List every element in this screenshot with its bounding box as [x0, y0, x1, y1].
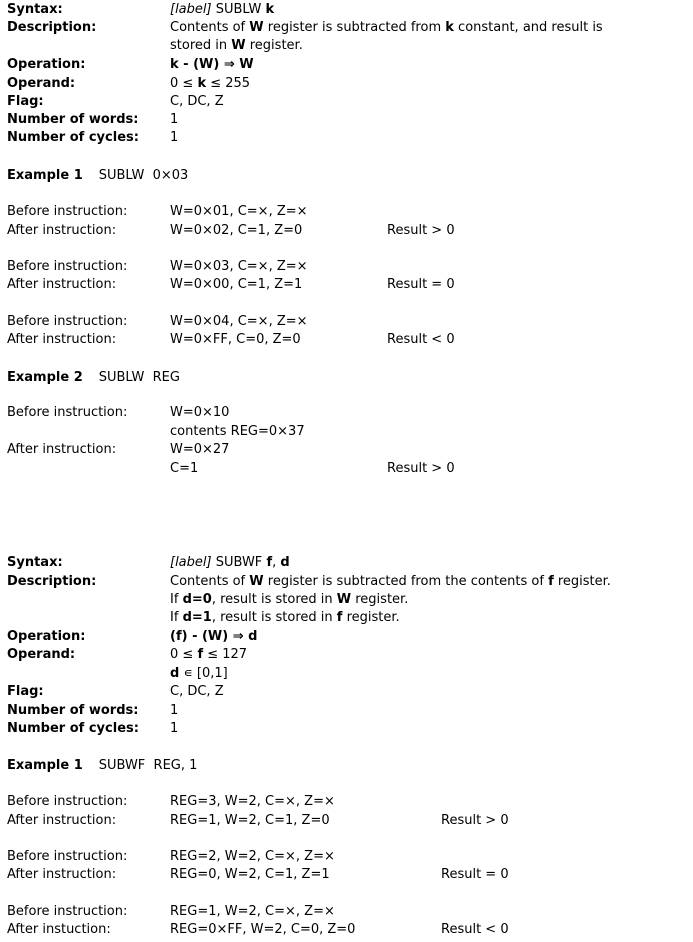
cycles-value: 1	[170, 721, 179, 736]
example-instruction: SUBWF REG, 1	[98, 758, 198, 773]
example-label: Example 1	[7, 758, 83, 773]
description-text	[170, 19, 603, 37]
before-label: Before instruction:	[7, 849, 128, 864]
flag-label: Flag:	[7, 94, 44, 109]
desc-part: If	[170, 592, 179, 607]
after-value: C=1	[170, 461, 199, 476]
operand-part: 0 ≤	[170, 647, 194, 662]
syntax-value: [label] SUBWF f, d	[170, 555, 290, 570]
operand-bold: k	[197, 76, 207, 91]
words-label: Number of words:	[7, 112, 139, 127]
cycles-value: 1	[170, 130, 179, 145]
after-label: After instruction:	[7, 813, 117, 828]
desc-part: If	[170, 610, 179, 625]
operation-label: Operation:	[7, 57, 86, 72]
desc-part: Contents of	[170, 574, 246, 589]
before-value: REG=1, W=2, C=×, Z=×	[170, 904, 335, 919]
after-value: REG=0, W=2, C=1, Z=1	[170, 867, 330, 882]
operand-label: Operand:	[7, 76, 76, 91]
description-text	[170, 37, 303, 55]
operand-symbol: k	[265, 2, 275, 17]
before-label: Before instruction:	[7, 314, 128, 329]
operand-value	[170, 646, 247, 664]
desc-part: register is subtracted from	[267, 20, 442, 35]
before-value: W=0×10	[170, 405, 230, 420]
after-label: After instruction:	[7, 277, 117, 292]
result-value: Result > 0	[387, 461, 455, 476]
description-text	[170, 573, 611, 591]
flag-label: Flag:	[7, 684, 44, 699]
before-value: W=0×04, C=×, Z=×	[170, 314, 308, 329]
desc-part: register.	[249, 38, 303, 53]
after-label: After instruction:	[7, 223, 117, 238]
after-value: W=0×27	[170, 442, 230, 457]
syntax-label: Syntax:	[7, 2, 63, 17]
result-value: Result < 0	[387, 332, 455, 347]
desc-bold: d=0	[182, 592, 212, 607]
desc-part: stored in	[170, 38, 228, 53]
operand-bold: f	[197, 647, 204, 662]
desc-bold: W	[231, 38, 246, 53]
after-label: After instruction:	[7, 867, 117, 882]
before-label: Before instruction:	[7, 794, 128, 809]
mnemonic: SUBLW	[215, 2, 262, 17]
mnemonic: SUBWF	[215, 555, 263, 570]
desc-part: register.	[557, 574, 611, 589]
words-label: Number of words:	[7, 703, 139, 718]
label-placeholder: [label]	[170, 2, 212, 17]
operand-bold: d	[170, 666, 180, 681]
words-value: 1	[170, 112, 179, 127]
operand-part: ∊ [0,1]	[183, 666, 228, 681]
description-text	[170, 609, 400, 627]
operand-part: 0 ≤	[170, 76, 194, 91]
result-value: Result < 0	[441, 922, 509, 937]
before-label: Before instruction:	[7, 259, 128, 274]
desc-part: , result is stored in	[211, 592, 333, 607]
operand-f: f	[266, 555, 273, 570]
operand-part: ≤ 255	[210, 76, 251, 91]
desc-part: , result is stored in	[211, 610, 333, 625]
operation-label: Operation:	[7, 629, 86, 644]
operand-part: ≤ 127	[207, 647, 248, 662]
sublw-example2-heading	[7, 369, 180, 387]
desc-bold: W	[249, 20, 264, 35]
after-value: W=0×FF, C=0, Z=0	[170, 332, 301, 347]
flag-value: C, DC, Z	[170, 94, 224, 109]
operation-value: (f) - (W) ⇒ d	[170, 629, 258, 644]
before-value: contents REG=0×37	[170, 424, 305, 439]
after-label: After instruction:	[7, 332, 117, 347]
example-label: Example 2	[7, 370, 83, 385]
result-value: Result > 0	[441, 813, 509, 828]
example-instruction: SUBLW REG	[98, 370, 180, 385]
result-value: Result = 0	[441, 867, 509, 882]
description-text	[170, 591, 408, 609]
desc-bold: W	[249, 574, 264, 589]
desc-part: Contents of	[170, 20, 246, 35]
desc-bold: W	[336, 592, 352, 607]
after-label: After instuction:	[7, 922, 111, 937]
after-value: REG=1, W=2, C=1, Z=0	[170, 813, 330, 828]
before-value: REG=3, W=2, C=×, Z=×	[170, 794, 335, 809]
description-label: Description:	[7, 20, 97, 35]
after-value: W=0×02, C=1, Z=0	[170, 223, 303, 238]
before-label: Before instruction:	[7, 204, 128, 219]
desc-part: constant, and result is	[458, 20, 603, 35]
flag-value: C, DC, Z	[170, 684, 224, 699]
operation-value: k - (W) ⇒ W	[170, 57, 254, 72]
desc-bold: d=1	[182, 610, 212, 625]
after-value: W=0×00, C=1, Z=1	[170, 277, 303, 292]
desc-part: register.	[355, 592, 409, 607]
example-instruction: SUBLW 0×03	[98, 168, 189, 183]
result-value: Result > 0	[387, 223, 455, 238]
cycles-label: Number of cycles:	[7, 130, 139, 145]
operand-label: Operand:	[7, 647, 76, 662]
before-label: Before instruction:	[7, 904, 128, 919]
operand-d: d	[280, 555, 290, 570]
subwf-example1-heading	[7, 757, 197, 775]
desc-bold: k	[445, 20, 454, 35]
operand-value	[170, 665, 228, 683]
desc-part: register is subtracted from the contents of	[267, 574, 544, 589]
desc-part: register.	[346, 610, 400, 625]
desc-bold: f	[548, 574, 554, 589]
before-value: REG=2, W=2, C=×, Z=×	[170, 849, 335, 864]
description-label: Description:	[7, 574, 97, 589]
operand-value	[170, 75, 250, 93]
desc-bold: f	[336, 610, 343, 625]
after-value: REG=0×FF, W=2, C=0, Z=0	[170, 922, 356, 937]
words-value: 1	[170, 703, 179, 718]
result-value: Result = 0	[387, 277, 455, 292]
syntax-label: Syntax:	[7, 555, 63, 570]
before-value: W=0×01, C=×, Z=×	[170, 204, 308, 219]
before-value: W=0×03, C=×, Z=×	[170, 259, 308, 274]
label-placeholder: [label]	[170, 555, 212, 570]
cycles-label: Number of cycles:	[7, 721, 139, 736]
before-label: Before instruction:	[7, 405, 128, 420]
syntax-value	[170, 1, 274, 19]
example-label: Example 1	[7, 168, 83, 183]
after-label: After instruction:	[7, 442, 117, 457]
sublw-example1-heading	[7, 167, 188, 185]
